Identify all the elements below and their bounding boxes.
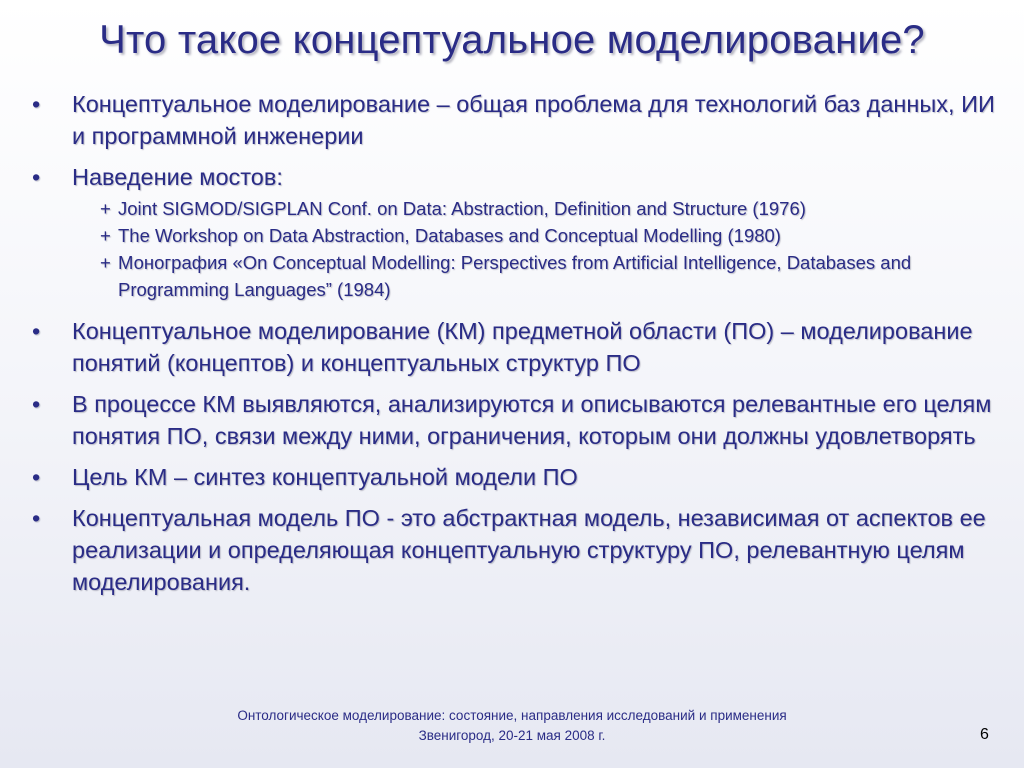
bullet-marker: • <box>32 391 41 417</box>
bullet-text: В процессе КМ выявляются, анализируются и описываются релевантные его целям понятия ПО, связи между ними, ограничения, которым они должны удовлетворять <box>72 391 992 449</box>
sub-marker: + <box>100 225 111 246</box>
bullet-text: Концептуальное моделирование (КМ) предметной области (ПО) – моделирование понятий (концептов) и концептуальных структур ПО <box>72 318 973 376</box>
bullet-text: Концептуальная модель ПО - это абстрактная модель, независимая от аспектов ее реализации и определяющая концептуальную структуру ПО, релевантную целям моделирования. <box>72 505 986 595</box>
sub-list <box>28 195 1003 303</box>
sub-item-text: The Workshop on Data Abstraction, Databases and Conceptual Modelling (1980) <box>118 225 781 246</box>
slide-content <box>28 88 1003 607</box>
bullet-item <box>28 88 1003 152</box>
bullet-item <box>28 388 1003 452</box>
bullet-text: Цель КМ – синтез концептуальной модели ПО <box>72 464 578 490</box>
bullet-marker: • <box>32 318 41 344</box>
slide-title: Что такое концептуальное моделирование? <box>99 18 925 62</box>
bullet-item <box>28 502 1003 598</box>
bullet-text: Наведение мостов: <box>72 164 283 190</box>
bullet-text: Концептуальное моделирование – общая проблема для технологий баз данных, ИИ и программной инженерии <box>72 91 995 149</box>
footer-line-2: Звенигород, 20-21 мая 2008 г. <box>418 728 606 743</box>
sub-marker: + <box>100 198 111 219</box>
sub-item <box>28 222 1003 249</box>
footer-line-1: Онтологическое моделирование: состояние, направления исследований и применения <box>237 708 787 723</box>
bullet-item <box>28 161 1003 193</box>
sub-item-text: Joint SIGMOD/SIGPLAN Conf. on Data: Abstraction, Definition and Structure (1976) <box>118 198 806 219</box>
page-number: 6 <box>980 726 989 743</box>
sub-marker: + <box>100 252 111 273</box>
sub-item <box>28 195 1003 222</box>
bullet-marker: • <box>32 464 41 490</box>
bullet-marker: • <box>32 164 41 190</box>
bullet-item <box>28 461 1003 493</box>
bullet-item <box>28 315 1003 379</box>
sub-item <box>28 249 1003 303</box>
sub-item-text: Монография «On Conceptual Modelling: Perspectives from Artificial Intelligence, Databases and Programming Languages” (1984) <box>118 252 912 300</box>
slide-footer <box>0 706 1024 746</box>
bullet-marker: • <box>32 91 41 117</box>
bullet-marker: • <box>32 505 41 531</box>
